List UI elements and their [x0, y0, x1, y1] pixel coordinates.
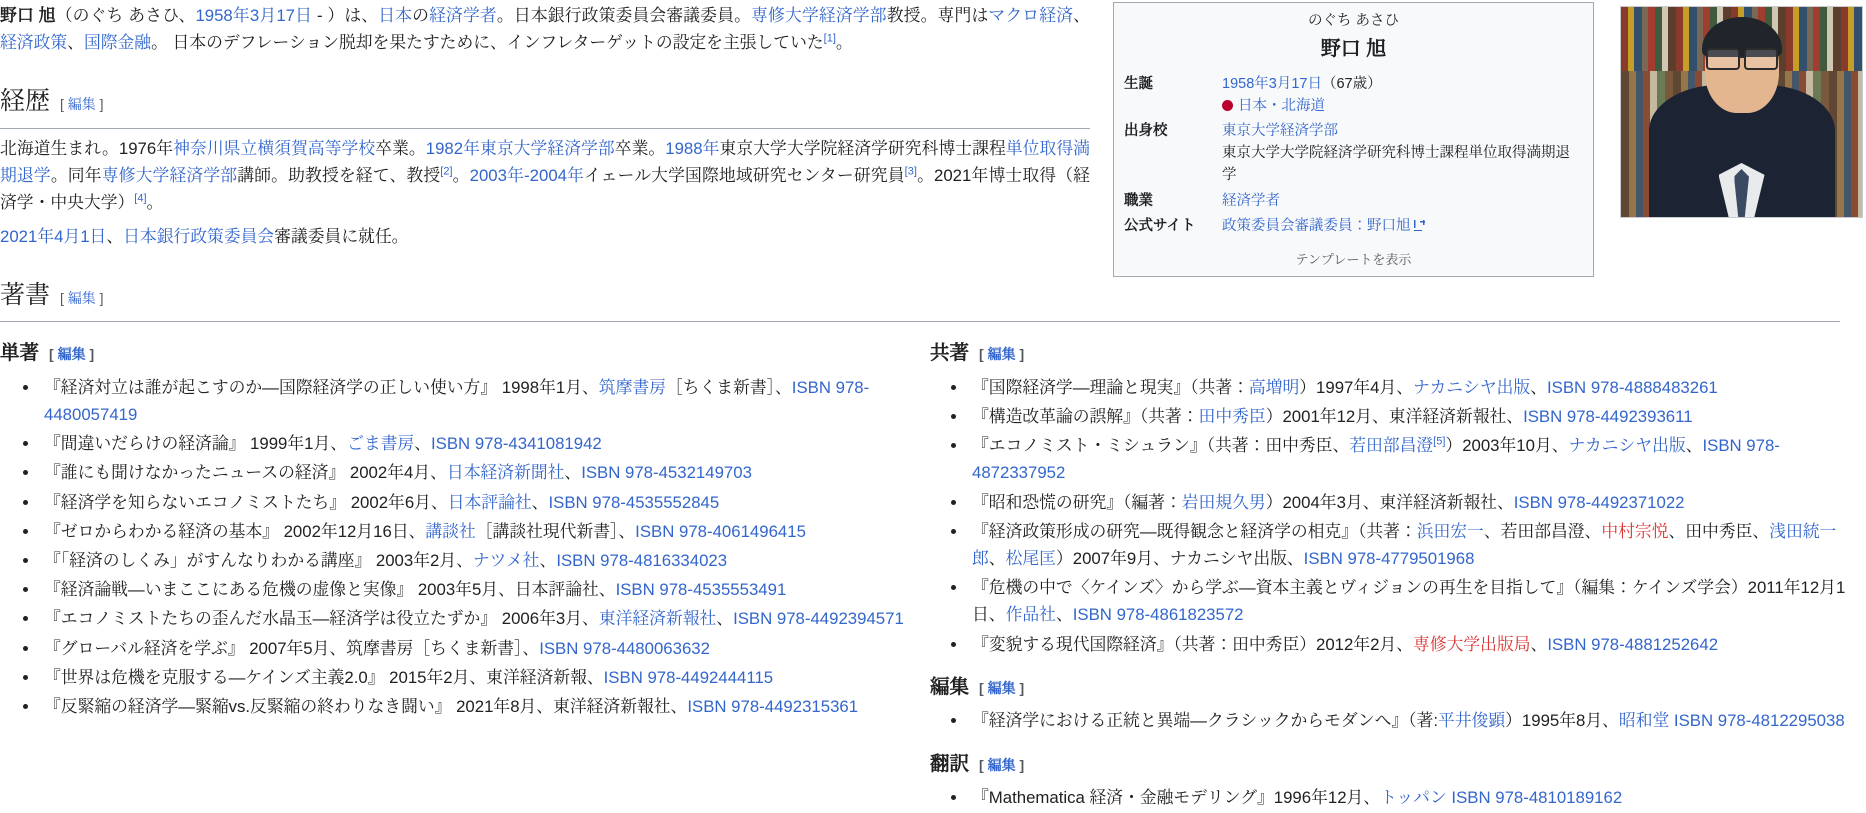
text-run: 『経済論戦―いまここにある危機の虚像と実像』 2003年5月、日本評論社、	[44, 580, 616, 600]
wiki-link[interactable]: 日本銀行政策委員会	[123, 226, 275, 246]
infobox	[1113, 2, 1594, 277]
subsection-heading-sole-author	[0, 338, 930, 370]
lead-paragraph	[0, 0, 1090, 56]
wiki-link[interactable]: ISBN 978-4492444115	[603, 667, 774, 687]
wiki-link[interactable]: 岩田規久男	[1181, 492, 1266, 512]
text-run: 、	[1055, 605, 1073, 625]
lead-text-3: の	[412, 6, 430, 25]
subsection-heading-translation	[930, 749, 1850, 781]
international-finance-link[interactable]: 国際金融	[83, 33, 152, 53]
text-run: 『誰にも聞けなかったニュースの経済』 2002年4月、	[44, 463, 447, 483]
wiki-link[interactable]: 専修大学経済学部	[101, 166, 238, 186]
book-list-item	[968, 631, 1850, 658]
book-list-item	[40, 547, 930, 574]
infobox-row-occupation	[1122, 189, 1585, 215]
birthplace-link[interactable]: 日本・北海道	[1238, 97, 1325, 114]
wiki-link[interactable]: ナカニシヤ出版	[1413, 377, 1531, 397]
text-run: 『経済学を知らないエコノミストたち』 2002年6月、	[44, 492, 448, 512]
infobox-row-website	[1122, 214, 1585, 240]
wiki-link[interactable]: 2021年4月1日	[0, 226, 107, 246]
text-run: ）1997年4月、	[1299, 377, 1414, 397]
subsection-heading-editor	[930, 672, 1850, 704]
wiki-link[interactable]: 若田部昌澄	[1349, 436, 1434, 456]
infobox-value-almamater	[1222, 119, 1585, 188]
wiki-link[interactable]: 筑摩書房	[598, 377, 666, 397]
wiki-link[interactable]: 神奈川県立横須賀高等学校	[173, 138, 376, 158]
economic-policy-link[interactable]: 経済政策	[0, 33, 68, 53]
infobox-table	[1122, 72, 1585, 240]
reference-marker[interactable]: [4]	[134, 192, 147, 205]
infobox-value-website	[1222, 214, 1585, 240]
text-run: 『昭和恐慌の研究』（編著：	[972, 492, 1182, 512]
text-run: 『エコノミストたちの歪んだ水晶玉―経済学は役立たずか』 2006年3月、	[44, 609, 599, 629]
infobox-row-almamater	[1122, 119, 1585, 188]
wiki-link[interactable]: 東洋経済新報社	[598, 609, 717, 629]
infobox-name: 野口 旭	[1320, 37, 1387, 60]
text-run: 、	[1530, 634, 1548, 654]
birthdate-link[interactable]: 1958年3月17日	[195, 6, 313, 25]
macroeconomics-link[interactable]: マクロ経済	[988, 6, 1074, 25]
wiki-link[interactable]: ナツメ社	[472, 551, 540, 571]
wiki-redlink[interactable]: 中村宗悦	[1601, 521, 1669, 541]
subsection-title-translation: 翻訳	[930, 753, 970, 775]
text-run: 、若田部昌澄、	[1483, 521, 1602, 541]
wiki-link[interactable]: 昭和堂 ISBN 978-4812295038	[1618, 711, 1845, 731]
infobox-label-occupation: 職業	[1124, 192, 1153, 209]
wiki-link[interactable]: ISBN 978-4341081942	[431, 434, 602, 454]
reference-marker[interactable]: [2]	[440, 165, 453, 178]
translation-book-list	[930, 784, 1850, 811]
infobox-label-almamater: 出身校	[1124, 123, 1168, 140]
text-run: 、	[564, 463, 582, 483]
wiki-link[interactable]: 平井俊顕	[1437, 711, 1506, 731]
wiki-link[interactable]: 田中秀臣	[1198, 407, 1266, 426]
subsection-title-editor: 編集	[930, 676, 970, 698]
wiki-link[interactable]: ISBN 978-4492315361	[687, 697, 859, 717]
book-list-item	[40, 664, 930, 691]
books-columns	[0, 324, 1854, 813]
senshu-university-link[interactable]: 専修大学経済学部	[751, 6, 887, 25]
wiki-link[interactable]: ISBN 978-4816334023	[556, 551, 728, 571]
text-run: 、	[106, 226, 124, 246]
text-run: 『間違いだらけの経済論』 1999年1月、	[44, 434, 348, 454]
lead-text-2: - ）は、	[312, 6, 379, 25]
book-list-item	[968, 784, 1850, 811]
books-column-left	[0, 324, 930, 813]
text-run: イェール大学国際地域研究センター研究員	[584, 166, 905, 186]
wiki-link[interactable]: 浅田統一郎	[972, 521, 1837, 569]
infobox-kana: のぐち あさひ	[1307, 13, 1400, 29]
subsection-title-sole-author: 単著	[0, 343, 40, 365]
text-run: ）2007年9月、ナカニシヤ出版、	[1055, 549, 1304, 569]
text-run: 審議委員に就任。	[274, 226, 409, 246]
edit-link-editor[interactable]: [ 編集 ]	[979, 679, 1025, 696]
japan-flag-icon	[1222, 100, 1233, 111]
book-list-item	[968, 432, 1850, 486]
lead-text-9: 。	[835, 33, 853, 53]
text-run: 、	[539, 551, 557, 571]
text-run: 『経済学における正統と異端―クラシックからモダンへ』（著:	[972, 711, 1438, 731]
book-list-item	[40, 635, 930, 662]
wiki-link[interactable]: ISBN 978-4888483261	[1546, 377, 1718, 397]
section-title-career: 経歴	[0, 88, 51, 116]
infobox-label-birth: 生誕	[1124, 75, 1153, 92]
alma-mater-detail: 東京大学大学院経済学研究科博士課程単位取得満期退学	[1222, 145, 1570, 183]
wiki-link[interactable]: 松尾匡	[1005, 549, 1056, 569]
text-run: 『経済政策形成の研究―既得観念と経済学の相克』（共著：	[972, 521, 1417, 541]
section-heading-books	[0, 276, 1840, 323]
wiki-link[interactable]: ISBN 978-4480063632	[539, 638, 710, 658]
reference-1[interactable]: [1]	[823, 32, 836, 45]
lead-text-1: （のぐち あさひ、	[55, 6, 196, 25]
text-run: ［ちくま新書］、	[665, 377, 792, 397]
lead-text-7: 、	[67, 33, 84, 53]
text-run: 『構造改革論の誤解』（共著：	[972, 407, 1199, 426]
wiki-link[interactable]: ISBN 978-4881252642	[1547, 634, 1719, 654]
text-run: 北海道生まれ。1976年	[0, 138, 174, 158]
text-run: ［講談社現代新書］、	[475, 521, 636, 541]
show-template-link[interactable]: テンプレートを表示	[1295, 252, 1412, 267]
infobox-value-occupation	[1222, 189, 1585, 215]
lead-text-8: 。 日本のデフレーション脱却を果たすために、インフレターゲットの設定を主張していた	[151, 33, 824, 53]
subsection-heading-coauthor	[930, 338, 1850, 370]
text-run: 講師。助教授を経て、教授	[237, 166, 441, 186]
economist-link[interactable]: 経済学者	[429, 6, 497, 25]
edit-link-sole-author[interactable]: [ 編集 ]	[49, 346, 95, 363]
text-run: ）2001年12月、東洋経済新報社、	[1265, 407, 1524, 426]
wiki-link[interactable]: ISBN 978-4532149703	[581, 463, 752, 483]
text-run: 、	[1530, 377, 1547, 397]
official-site-link[interactable]: 政策委員会審議委員：野口旭	[1222, 218, 1425, 234]
text-run: 、	[1685, 436, 1703, 456]
subsection-title-coauthor: 共著	[930, 343, 970, 365]
edit-link-books[interactable]: [ 編集 ]	[60, 289, 104, 306]
birthplace-line	[1222, 96, 1583, 118]
edit-link-translation[interactable]: [ 編集 ]	[979, 756, 1025, 773]
text-run: 、	[531, 492, 549, 512]
wiki-link[interactable]: ISBN 978-4861823572	[1072, 605, 1244, 625]
wiki-link[interactable]: 高増明	[1248, 377, 1300, 397]
edit-link-coauthor[interactable]: [ 編集 ]	[979, 346, 1025, 363]
wiki-link[interactable]: ナカニシヤ出版	[1568, 436, 1686, 456]
wiki-link[interactable]: ごま書房	[347, 434, 415, 454]
text-run: 『グローバル経済を学ぶ』 2007年5月、筑摩書房［ちくま新書］、	[44, 638, 540, 658]
section-title-books: 著書	[0, 281, 51, 309]
text-run: 、	[988, 549, 1006, 569]
text-run: 東京大学大学院経済学研究科博士課程	[719, 138, 1006, 158]
reference-marker[interactable]: [3]	[904, 165, 917, 178]
book-list-item	[40, 605, 930, 632]
wiki-link[interactable]: ISBN 978-4492394571	[733, 609, 904, 629]
wiki-link[interactable]: 浜田宏一	[1416, 521, 1484, 541]
text-run: 『経済対立は誰が起こすのか―国際経済学の正しい使い方』 1998年1月、	[44, 377, 599, 397]
coauthor-book-list	[930, 374, 1850, 658]
text-run: 。	[146, 193, 164, 213]
wiki-link[interactable]: 1988年	[665, 138, 720, 158]
wiki-link[interactable]: ISBN 978-4872337952	[972, 436, 1780, 483]
infobox-label-website: 公式サイト	[1124, 218, 1196, 235]
book-list-item	[40, 430, 930, 457]
text-run: 『ゼロからわかる経済の基本』 2002年12月16日、	[44, 521, 426, 541]
infobox-value-birth	[1222, 72, 1585, 120]
text-run: 『国際経済学―理論と現実』（共著：	[972, 377, 1249, 397]
text-run: 。	[452, 166, 470, 186]
wiki-link[interactable]: ISBN 978-4492393611	[1523, 407, 1693, 426]
wiki-link[interactable]: トッパン ISBN 978-4810189162	[1380, 788, 1623, 808]
article-title-bold: 野口 旭	[0, 6, 56, 25]
text-run: 卒業。	[614, 138, 666, 158]
text-run: 。2021年博士取得（経済学・中央大学）	[0, 166, 1090, 213]
career-paragraph-1	[0, 135, 1090, 217]
text-run: 『世界は危機を克服する―ケインズ主義2.0』 2015年2月、東洋経済新報、	[44, 667, 604, 687]
edit-link-career[interactable]: [ 編集 ]	[60, 96, 104, 113]
book-list-item	[968, 574, 1850, 628]
text-run: 『反緊縮の経済学―緊縮vs.反緊縮の終わりなき闘い』 2021年8月、東洋経済新報社、	[44, 697, 688, 717]
book-list-item	[968, 374, 1850, 401]
text-run: 、	[414, 434, 431, 454]
lead-text-6: 、	[1073, 6, 1090, 25]
text-run: 『変貌する現代国際経済』（共著：田中秀臣）2012年2月、	[972, 634, 1414, 654]
lead-text-5: 教授。専門は	[886, 6, 989, 25]
book-list-item	[968, 518, 1850, 572]
wiki-link[interactable]: 2003年-2004年	[469, 166, 585, 186]
book-list-item	[40, 693, 930, 720]
infobox-template-footer[interactable]	[1122, 240, 1585, 272]
text-run: 卒業。	[375, 138, 426, 158]
wiki-link[interactable]: 日本経済新聞社	[446, 463, 565, 483]
wiki-link[interactable]: 1982年東京大学経済学部	[425, 138, 615, 158]
book-list-item	[968, 403, 1850, 430]
wiki-link[interactable]: 単位取得満期退学	[0, 138, 1090, 186]
book-list-item	[40, 459, 930, 486]
text-run: 『危機の中で〈ケインズ〉から学ぶ―資本主義とヴィジョンの再生を目指して』（編集：ケインズ学会）2011年12月1日、	[972, 578, 1846, 625]
reference-marker[interactable]: [5]	[1433, 435, 1446, 448]
book-list-item	[968, 489, 1850, 516]
infobox-row-birth	[1122, 72, 1585, 120]
book-list-item	[968, 707, 1850, 734]
wiki-redlink[interactable]: 専修大学出版局	[1413, 634, 1531, 654]
books-column-right	[930, 324, 1850, 813]
wiki-link[interactable]: 講談社	[425, 521, 476, 541]
book-list-item	[40, 489, 930, 516]
text-run: ）1995年8月、	[1505, 711, 1619, 731]
wiki-link[interactable]: ISBN 978-4492371022	[1513, 492, 1685, 512]
glasses-icon	[1704, 48, 1780, 67]
portrait-photo[interactable]	[1620, 6, 1863, 218]
editor-book-list	[930, 707, 1850, 734]
text-run: 、	[716, 609, 734, 629]
sole-author-book-list	[0, 374, 930, 720]
birthdate-value-link[interactable]: 1958年3月17日	[1222, 75, 1322, 92]
wiki-link[interactable]: ISBN 978-4535552845	[548, 492, 720, 512]
book-list-item	[40, 374, 930, 428]
birth-age: （67歳）	[1321, 75, 1382, 92]
book-list-item	[40, 518, 930, 545]
wiki-link[interactable]: ISBN 978-4061496415	[635, 521, 806, 541]
wiki-link[interactable]: ISBN 978-4535553491	[615, 580, 787, 600]
text-run: 『エコノミスト・ミシュラン』（共著：田中秀臣、	[972, 436, 1350, 456]
text-run: 『「経済のしくみ」がすんなりわかる講座』 2003年2月、	[44, 551, 473, 571]
wiki-link[interactable]: ISBN 978-4779501968	[1303, 549, 1475, 569]
book-list-item	[40, 576, 930, 603]
lead-text-4: 。日本銀行政策委員会審議委員。	[496, 6, 752, 25]
section-heading-career	[0, 82, 1090, 129]
japan-link[interactable]: 日本	[378, 6, 413, 25]
text-run: 、田中秀臣、	[1668, 521, 1770, 541]
occupation-link[interactable]: 経済学者	[1222, 192, 1280, 209]
wiki-link[interactable]: 日本評論社	[447, 492, 532, 512]
text-run: 。同年	[50, 166, 102, 186]
alma-mater-link[interactable]: 東京大学経済学部	[1222, 123, 1338, 140]
text-run: ）2003年10月、	[1445, 436, 1569, 456]
wiki-link[interactable]: 作品社	[1005, 605, 1056, 625]
text-run: 『Mathematica 経済・金融モデリング』1996年12月、	[972, 788, 1381, 808]
career-paragraph-2	[0, 223, 1090, 250]
text-run: ）2004年3月、東洋経済新報社、	[1265, 492, 1514, 512]
wiki-link[interactable]: ISBN 978-4480057419	[44, 377, 870, 424]
